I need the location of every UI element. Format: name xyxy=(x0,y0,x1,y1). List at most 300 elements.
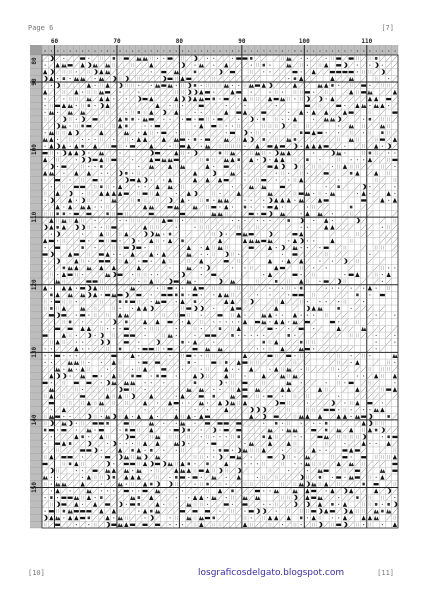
symbol-diagonal xyxy=(193,488,198,493)
symbol-dot xyxy=(76,159,77,160)
symbol-dot xyxy=(338,369,339,370)
symbol-bar xyxy=(305,348,310,350)
symbol-diagonal xyxy=(267,252,272,257)
symbol-bar xyxy=(205,517,210,519)
symbol-bar xyxy=(174,429,179,431)
symbol-diagonal xyxy=(386,339,391,344)
symbol-pyramid xyxy=(255,239,260,243)
symbol-dot xyxy=(138,85,139,86)
symbol-diagonal xyxy=(280,502,285,507)
symbol-small-square xyxy=(56,226,58,229)
column-tick-number: 2 xyxy=(194,50,196,53)
symbol-small-square xyxy=(213,395,215,398)
symbol-diagonal xyxy=(261,326,266,331)
symbol-diagonal xyxy=(230,258,235,263)
symbol-diagonal xyxy=(236,62,241,67)
symbol-small-square xyxy=(194,381,196,384)
symbol-diagonal xyxy=(205,339,210,344)
symbol-moon xyxy=(281,164,285,169)
symbol-diagonal xyxy=(205,62,210,67)
symbol-diagonal xyxy=(380,150,385,155)
symbol-diagonal xyxy=(105,150,110,155)
symbol-diagonal xyxy=(99,116,104,121)
symbol-dot xyxy=(107,443,108,444)
symbol-triangle xyxy=(368,286,372,291)
symbol-diagonal xyxy=(286,123,291,128)
symbol-diagonal xyxy=(380,184,385,189)
symbol-diagonal xyxy=(111,103,116,108)
symbol-diagonal xyxy=(286,346,291,351)
symbol-dot xyxy=(69,213,70,214)
symbol-diagonal xyxy=(193,76,198,81)
symbol-diagonal xyxy=(230,211,235,216)
symbol-small-square xyxy=(325,422,327,425)
symbol-bar xyxy=(361,91,366,93)
symbol-small-square xyxy=(337,185,339,188)
symbol-dot xyxy=(326,287,327,288)
symbol-diagonal xyxy=(186,299,191,304)
symbol-diagonal xyxy=(205,306,210,311)
symbol-dot xyxy=(351,409,352,410)
symbol-dot xyxy=(69,375,70,376)
symbol-diagonal xyxy=(311,96,316,101)
symbol-pyramid xyxy=(230,171,235,175)
symbol-diagonal xyxy=(224,89,229,94)
symbol-small-square xyxy=(56,212,58,215)
symbol-diagonal xyxy=(186,448,191,453)
symbol-diagonal xyxy=(249,76,254,81)
symbol-diagonal xyxy=(255,421,260,426)
symbol-triangle xyxy=(374,171,378,176)
symbol-diagonal xyxy=(224,353,229,358)
symbol-diagonal xyxy=(105,319,110,324)
symbol-small-square xyxy=(194,300,196,303)
symbol-dot xyxy=(313,92,314,93)
symbol-moon xyxy=(306,96,310,101)
symbol-dot xyxy=(194,335,195,336)
symbol-diagonal xyxy=(149,76,154,81)
symbol-diagonal xyxy=(305,69,310,74)
symbol-dot xyxy=(388,78,389,79)
symbol-diagonal xyxy=(43,502,48,507)
symbol-dot xyxy=(57,429,58,430)
symbol-diagonal xyxy=(355,299,360,304)
symbol-dot xyxy=(163,423,164,424)
column-tick-number: 4 xyxy=(144,50,146,53)
symbol-diagonal xyxy=(342,285,347,290)
symbol-diagonal xyxy=(68,475,73,480)
symbol-diagonal xyxy=(49,123,54,128)
symbol-dot xyxy=(163,58,164,59)
symbol-pyramid xyxy=(292,489,297,493)
symbol-diagonal xyxy=(111,481,116,486)
symbol-diagonal xyxy=(43,367,48,372)
symbol-triangle xyxy=(80,482,84,487)
symbol-bar xyxy=(143,524,148,526)
symbol-pyramid xyxy=(80,205,85,209)
symbol-diagonal xyxy=(136,225,141,230)
symbol-diagonal xyxy=(218,62,223,67)
symbol-dot xyxy=(169,477,170,478)
symbol-bar xyxy=(111,226,116,228)
symbol-triangle xyxy=(262,374,266,379)
symbol-triangle xyxy=(324,83,328,88)
symbol-diagonal xyxy=(55,421,60,426)
symbol-moon xyxy=(125,76,129,81)
symbol-pyramid xyxy=(361,104,366,108)
symbol-dot xyxy=(44,362,45,363)
symbol-triangle xyxy=(168,238,172,243)
symbol-small-square xyxy=(262,341,264,344)
symbol-dot xyxy=(313,315,314,316)
symbol-triangle xyxy=(224,110,228,115)
column-tick-number: 6 xyxy=(94,50,96,53)
symbol-diagonal xyxy=(49,279,54,284)
symbol-bar xyxy=(267,206,272,208)
symbol-diagonal xyxy=(324,177,329,182)
symbol-diagonal xyxy=(305,522,310,527)
symbol-diagonal xyxy=(211,326,216,331)
symbol-bar xyxy=(105,260,110,262)
symbol-dot xyxy=(232,321,233,322)
symbol-dot xyxy=(363,409,364,410)
symbol-pyramid xyxy=(280,212,285,216)
symbol-dot xyxy=(344,105,345,106)
symbol-diagonal xyxy=(336,508,341,513)
symbol-diagonal xyxy=(130,56,135,61)
symbol-pyramid xyxy=(80,77,85,81)
symbol-pyramid xyxy=(68,367,73,371)
symbol-diagonal xyxy=(242,421,247,426)
symbol-diagonal xyxy=(155,515,160,520)
symbol-diagonal xyxy=(218,299,223,304)
column-tick-number: 7 xyxy=(225,50,228,53)
symbol-diagonal xyxy=(249,427,254,432)
symbol-triangle xyxy=(43,70,47,75)
symbol-triangle xyxy=(330,488,334,493)
symbol-diagonal xyxy=(330,346,335,351)
symbol-diagonal xyxy=(149,339,154,344)
symbol-diagonal xyxy=(249,123,254,128)
symbol-dot xyxy=(338,85,339,86)
symbol-diagonal xyxy=(361,367,366,372)
symbol-diagonal xyxy=(143,502,148,507)
symbol-diagonal xyxy=(386,231,391,236)
symbol-diagonal xyxy=(74,164,79,169)
symbol-diagonal xyxy=(224,56,229,61)
symbol-dot xyxy=(344,152,345,153)
symbol-dot xyxy=(182,402,183,403)
symbol-diagonal xyxy=(292,400,297,405)
symbol-diagonal xyxy=(311,231,316,236)
symbol-triangle xyxy=(68,198,72,203)
row-label: 130 xyxy=(31,346,38,358)
symbol-diagonal xyxy=(324,164,329,169)
symbol-diagonal xyxy=(143,434,148,439)
symbol-diagonal xyxy=(93,407,98,412)
symbol-moon xyxy=(113,414,117,419)
symbol-triangle xyxy=(393,522,397,527)
symbol-diagonal xyxy=(168,468,173,473)
symbol-diagonal xyxy=(99,515,104,520)
symbol-diagonal xyxy=(330,89,335,94)
symbol-dot xyxy=(94,78,95,79)
symbol-pyramid xyxy=(155,455,160,459)
symbol-diagonal xyxy=(155,76,160,81)
symbol-diagonal xyxy=(299,468,304,473)
column-label: 90 xyxy=(238,38,246,45)
symbol-moon xyxy=(63,373,67,378)
symbol-small-square xyxy=(381,510,383,513)
symbol-bar xyxy=(180,213,185,215)
symbol-diagonal xyxy=(218,76,223,81)
symbol-diagonal xyxy=(324,137,329,142)
symbol-bar xyxy=(193,510,198,512)
symbol-moon xyxy=(331,150,335,155)
symbol-triangle xyxy=(274,320,278,325)
symbol-bar xyxy=(261,179,266,181)
symbol-dot xyxy=(194,423,195,424)
symbol-diagonal xyxy=(361,96,366,101)
symbol-triangle xyxy=(168,164,172,169)
symbol-dot xyxy=(363,119,364,120)
symbol-dot xyxy=(244,335,245,336)
symbol-diagonal xyxy=(74,110,79,115)
symbol-pyramid xyxy=(292,246,297,250)
symbol-diagonal xyxy=(249,177,254,182)
symbol-triangle xyxy=(93,502,97,507)
symbol-bar xyxy=(130,436,135,438)
symbol-bar xyxy=(61,429,66,431)
symbol-dot xyxy=(238,369,239,370)
symbol-dot xyxy=(194,362,195,363)
symbol-triangle xyxy=(299,178,303,183)
symbol-triangle xyxy=(287,198,291,203)
symbol-diagonal xyxy=(55,387,60,392)
symbol-diagonal xyxy=(324,292,329,297)
symbol-pyramid xyxy=(392,354,397,358)
symbol-triangle xyxy=(218,488,222,493)
symbol-diagonal xyxy=(211,367,216,372)
symbol-dot xyxy=(263,396,264,397)
symbol-bar xyxy=(392,436,397,438)
symbol-triangle xyxy=(274,265,278,270)
symbol-diagonal xyxy=(349,265,354,270)
symbol-moon xyxy=(131,238,135,243)
symbol-bar xyxy=(86,449,91,451)
symbol-dot xyxy=(176,335,177,336)
symbol-diagonal xyxy=(161,441,166,446)
symbol-bar xyxy=(186,355,191,357)
symbol-triangle xyxy=(355,103,359,108)
symbol-diagonal xyxy=(118,279,123,284)
column-tick-number: 6 xyxy=(156,50,159,53)
symbol-triangle xyxy=(368,515,372,520)
symbol-diagonal xyxy=(186,238,191,243)
symbol-diagonal xyxy=(324,522,329,527)
symbol-dot xyxy=(282,423,283,424)
symbol-diagonal xyxy=(186,488,191,493)
symbol-dot xyxy=(113,490,114,491)
symbol-pyramid xyxy=(174,137,179,141)
symbol-diagonal xyxy=(136,421,141,426)
symbol-triangle xyxy=(130,353,134,358)
symbol-diagonal xyxy=(168,272,173,277)
symbol-diagonal xyxy=(155,116,160,121)
symbol-diagonal xyxy=(367,312,372,317)
symbol-bar xyxy=(80,395,85,397)
symbol-bar xyxy=(43,334,48,336)
symbol-diagonal xyxy=(111,130,116,135)
symbol-moon xyxy=(225,400,229,405)
symbol-triangle xyxy=(87,495,91,500)
symbol-triangle xyxy=(287,259,291,264)
symbol-moon xyxy=(169,481,173,486)
symbol-diagonal xyxy=(230,360,235,365)
symbol-triangle xyxy=(43,171,47,176)
symbol-moon xyxy=(113,319,117,324)
symbol-diagonal xyxy=(242,116,247,121)
symbol-small-square xyxy=(138,199,140,202)
symbol-diagonal xyxy=(155,265,160,270)
symbol-moon xyxy=(81,157,85,162)
symbol-diagonal xyxy=(118,495,123,500)
symbol-diagonal xyxy=(199,421,204,426)
symbol-triangle xyxy=(143,401,147,406)
symbol-diagonal xyxy=(224,279,229,284)
symbol-small-square xyxy=(106,422,108,425)
symbol-small-square xyxy=(219,327,221,330)
symbol-moon xyxy=(125,292,129,297)
symbol-diagonal xyxy=(336,110,341,115)
symbol-pyramid xyxy=(305,191,310,195)
symbol-dot xyxy=(163,348,164,349)
symbol-dot xyxy=(101,294,102,295)
blog-url-link[interactable]: losgraficosdelgato.blogspot.com xyxy=(198,568,345,578)
symbol-dot xyxy=(182,287,183,288)
symbol-triangle xyxy=(74,259,78,264)
symbol-dot xyxy=(157,58,158,59)
symbol-pyramid xyxy=(230,401,235,405)
symbol-diagonal xyxy=(205,279,210,284)
symbol-small-square xyxy=(188,462,190,465)
symbol-diagonal xyxy=(149,360,154,365)
symbol-diagonal xyxy=(105,164,110,169)
symbol-dot xyxy=(176,287,177,288)
symbol-diagonal xyxy=(317,137,322,142)
symbol-bar xyxy=(161,375,166,377)
symbol-diagonal xyxy=(311,103,316,108)
symbol-bar xyxy=(130,524,135,526)
symbol-small-square xyxy=(369,118,371,121)
symbol-pyramid xyxy=(218,246,223,250)
symbol-diagonal xyxy=(168,407,173,412)
symbol-bar xyxy=(267,355,272,357)
symbol-diagonal xyxy=(380,56,385,61)
symbol-diagonal xyxy=(199,231,204,236)
symbol-diagonal xyxy=(155,394,160,399)
symbol-bar xyxy=(324,199,329,201)
symbol-diagonal xyxy=(286,488,291,493)
page-ref-bottom-left: [10] xyxy=(28,569,45,577)
symbol-diagonal xyxy=(355,461,360,466)
symbol-dot xyxy=(376,477,377,478)
symbol-diagonal xyxy=(374,69,379,74)
symbol-diagonal xyxy=(186,218,191,223)
symbol-triangle xyxy=(349,488,353,493)
symbol-diagonal xyxy=(336,292,341,297)
symbol-small-square xyxy=(331,503,333,506)
symbol-dot xyxy=(157,254,158,255)
symbol-dot xyxy=(276,247,277,248)
symbol-diagonal xyxy=(305,198,310,203)
symbol-bar xyxy=(61,456,66,458)
symbol-bar xyxy=(236,429,241,431)
symbol-diagonal xyxy=(61,488,66,493)
symbol-dot xyxy=(188,342,189,343)
symbol-diagonal xyxy=(149,265,154,270)
symbol-diagonal xyxy=(292,171,297,176)
symbol-diagonal xyxy=(280,110,285,115)
symbol-moon xyxy=(50,252,54,257)
symbol-diagonal xyxy=(380,448,385,453)
symbol-diagonal xyxy=(274,225,279,230)
symbol-triangle xyxy=(374,144,378,149)
symbol-triangle xyxy=(311,448,315,453)
symbol-pyramid xyxy=(336,428,341,432)
symbol-diagonal xyxy=(249,110,254,115)
symbol-diagonal xyxy=(230,441,235,446)
symbol-dot xyxy=(76,342,77,343)
symbol-bar xyxy=(180,476,185,478)
symbol-pyramid xyxy=(242,232,247,236)
symbol-diagonal xyxy=(43,339,48,344)
symbol-small-square xyxy=(44,429,46,432)
symbol-diagonal xyxy=(374,184,379,189)
symbol-diagonal xyxy=(61,448,66,453)
symbol-dot xyxy=(344,382,345,383)
symbol-dot xyxy=(251,92,252,93)
symbol-diagonal xyxy=(80,522,85,527)
symbol-triangle xyxy=(124,232,128,237)
symbol-bar xyxy=(130,334,135,336)
symbol-diagonal xyxy=(274,407,279,412)
symbol-dot xyxy=(69,355,70,356)
symbol-diagonal xyxy=(99,218,104,223)
symbol-diagonal xyxy=(286,231,291,236)
symbol-diagonal xyxy=(386,427,391,432)
symbol-dot xyxy=(282,206,283,207)
symbol-moon xyxy=(81,225,85,230)
symbol-bar xyxy=(274,98,279,100)
symbol-dot xyxy=(382,524,383,525)
symbol-diagonal xyxy=(249,312,254,317)
symbol-moon xyxy=(150,515,154,520)
symbol-dot xyxy=(238,335,239,336)
column-label: 110 xyxy=(361,38,373,45)
symbol-diagonal xyxy=(143,89,148,94)
symbol-bar xyxy=(211,206,216,208)
symbol-diagonal xyxy=(392,245,397,250)
symbol-triangle xyxy=(180,299,184,304)
symbol-diagonal xyxy=(193,103,198,108)
symbol-diagonal xyxy=(349,522,354,527)
symbol-triangle xyxy=(205,164,209,169)
symbol-diagonal xyxy=(255,380,260,385)
symbol-bar xyxy=(211,361,216,363)
symbol-dot xyxy=(132,490,133,491)
symbol-bar xyxy=(124,247,129,249)
